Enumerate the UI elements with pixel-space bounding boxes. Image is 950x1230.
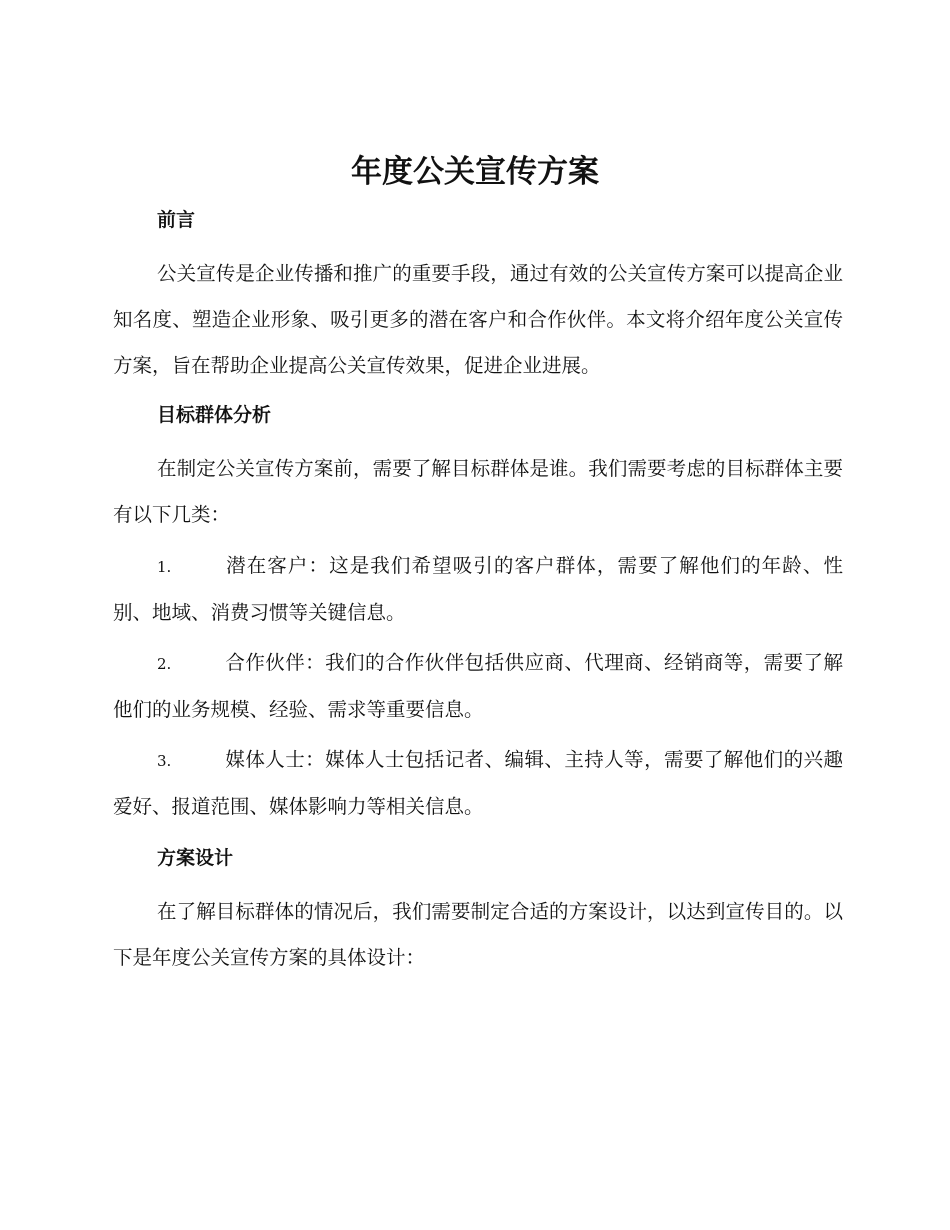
preface-paragraph: 公关宣传是企业传播和推广的重要手段，通过有效的公关宣传方案可以提高企业知名度、塑造企业形象、吸引更多的潜在客户和合作伙伴。本文将介绍年度公关宣传方案，旨在帮助企业提高公关宣传效果，促进企业进展。 [113,262,843,377]
list-item [113,543,843,636]
list-item-text: 潜在客户：这是我们希望吸引的客户群体，需要了解他们的年龄、性别、地域、消费习惯等关键信息。 [113,554,843,624]
list-item [113,640,843,733]
list-item-number: 1. [157,558,172,576]
list-item [113,737,843,830]
document-title: 年度公关宣传方案 [351,154,599,190]
list-item-number: 3. [157,752,172,770]
list-item-text: 媒体人士：媒体人士包括记者、编辑、主持人等，需要了解他们的兴趣爱好、报道范围、媒体影响力等相关信息。 [113,748,843,818]
list-item-text: 合作伙伴：我们的合作伙伴包括供应商、代理商、经销商等，需要了解他们的业务规模、经验、需求等重要信息。 [113,651,843,721]
plan-design-paragraph: 在了解目标群体的情况后，我们需要制定合适的方案设计，以达到宣传目的。以下是年度公关宣传方案的具体设计： [113,900,843,969]
target-audience-paragraph: 在制定公关宣传方案前，需要了解目标群体是谁。我们需要考虑的目标群体主要有以下几类： [113,457,843,526]
section-heading-plan-design: 方案设计 [157,847,234,869]
section-heading-target-audience: 目标群体分析 [157,404,272,426]
section-heading-preface: 前言 [157,209,196,231]
list-item-number: 2. [157,655,172,673]
